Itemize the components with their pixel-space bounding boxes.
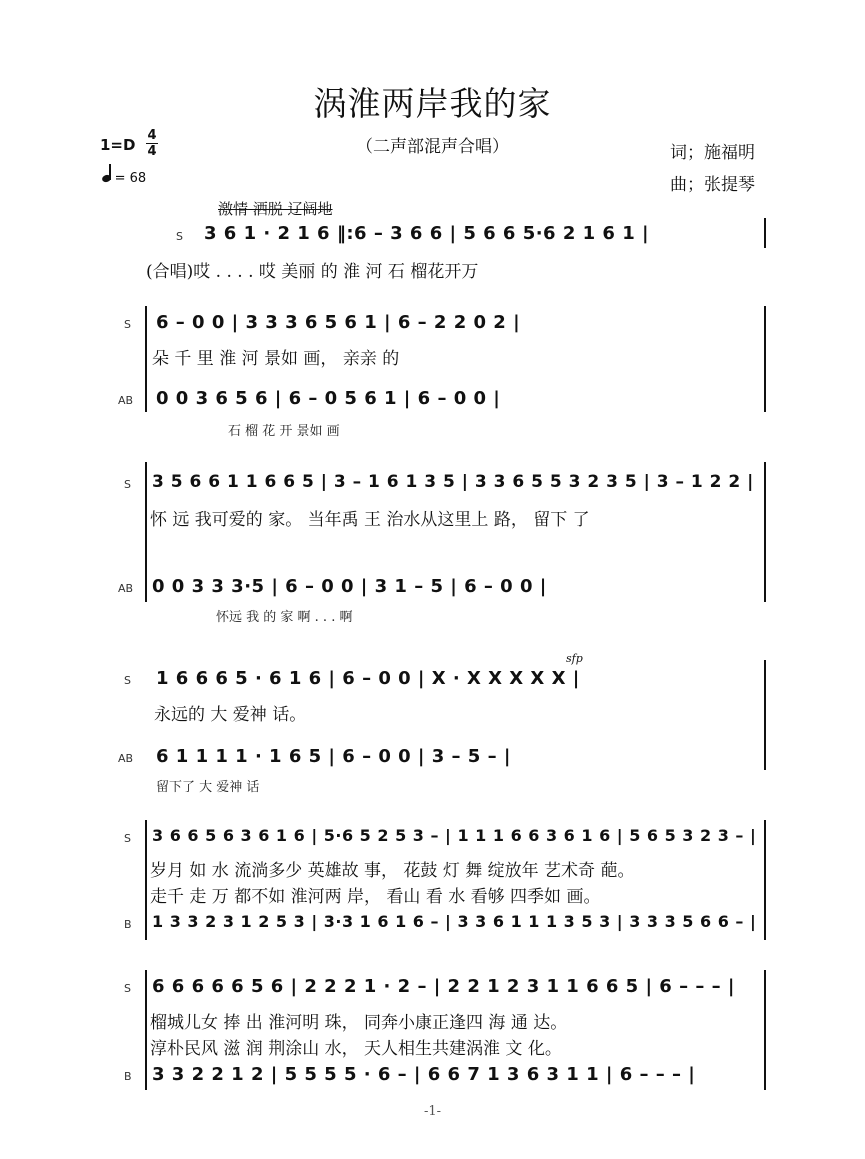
notation-line: 1 6 6 6 5 · 6 1 6 | 6 – 0 0 | X · X X X X X | [156, 668, 580, 689]
lyric-line: 留下了 大 爱神 话 [156, 780, 260, 795]
part-label: B [124, 1070, 132, 1083]
composer-credit: 曲；张提琴 [670, 175, 755, 195]
system-brace-line [145, 306, 147, 412]
lyric-line: 怀 远 我可爱的 家。 当年禹 王 治水从这里上 路， 留下 了 [150, 510, 590, 530]
barline [764, 306, 766, 412]
barline [764, 660, 766, 770]
page-number: -1- [423, 1104, 442, 1119]
page-subtitle: （二声部混声合唱） [356, 137, 509, 157]
notation-line: 0 0 3 3 3·5 | 6 – 0 0 | 3 1 – 5 | 6 – 0 0 | [152, 576, 547, 597]
quarter-note-stem [109, 164, 111, 180]
lyric-line: 榴城儿女 捧 出 淮河明 珠， 同奔小康正逢四 海 通 达。 [150, 1013, 568, 1033]
notation-line: 3 6 1 · 2 1 6 ‖:6 – 3 6 6 | 5 6 6 5·6 2 1 6 1 | [204, 223, 650, 244]
notation-line: 6 6 6 6 6 5 6 | 2 2 2 1 · 2 – | 2 2 1 2 3 1 1 6 6 5 | 6 – – – | [152, 976, 735, 997]
part-label: S [124, 832, 131, 845]
notation-line: 3 3 2 2 1 2 | 5 5 5 5 · 6 – | 6 6 7 1 3 6 3 1 1 | 6 – – – | [152, 1064, 696, 1085]
notation-line: 1 3 3 2 3 1 2 5 3 | 3·3 1 6 1 6 – | 3 3 6 1 1 1 3 5 3 | 3 3 3 5 6 6 – | [152, 912, 757, 931]
lyricist-credit: 词；施福明 [670, 143, 755, 163]
time-signature [146, 129, 158, 158]
part-label: B [124, 918, 132, 931]
lyric-line: 怀远 我 的 家 啊 . . . 啊 [216, 610, 353, 625]
tempo-marking [102, 170, 146, 186]
barline [764, 970, 766, 1090]
key-signature: 1=D [100, 136, 136, 154]
part-label: S [124, 982, 131, 995]
part-label: AB [118, 582, 134, 595]
system-brace-line [145, 462, 147, 602]
part-label: AB [118, 752, 134, 765]
page-title: 涡淮两岸我的家 [313, 84, 552, 123]
notation-line: 3 5 6 6 1 1 6 6 5 | 3 – 1 6 1 3 5 | 3 3 6 5 5 3 2 3 5 | 3 – 1 2 2 | [152, 472, 754, 492]
notation-line: 0 0 3 6 5 6 | 6 – 0 5 6 1 | 6 – 0 0 | [156, 388, 501, 409]
lyric-line: 永远的 大 爱神 话。 [154, 705, 307, 725]
time-signature-bottom: 4 [147, 144, 157, 159]
barline [764, 462, 766, 602]
tempo-value: = 68 [114, 171, 147, 186]
lyric-line: (合唱)哎 . . . . 哎 美丽 的 淮 河 石 榴花开万 [146, 262, 479, 282]
expression-marking: 激情 洒脱 辽阔地 [218, 200, 333, 218]
notation-line: 3 6 6 5 6 3 6 1 6 | 5·6 5 2 5 3 – | 1 1 1 6 6 3 6 1 6 | 5 6 5 3 2 3 – | [152, 826, 757, 845]
notation-line: 6 1 1 1 1 · 1 6 5 | 6 – 0 0 | 3 – 5 – | [156, 746, 511, 767]
lyric-line: 石 榴 花 开 景如 画 [228, 424, 340, 439]
time-signature-top: 4 [147, 128, 157, 143]
barline [764, 820, 766, 940]
lyric-line-2: 淳朴民风 滋 润 荆涂山 水， 天人相生共建涡淮 文 化。 [150, 1039, 562, 1059]
system-brace-line [145, 970, 147, 1090]
system-brace-line [145, 820, 147, 940]
lyric-line-2: 走千 走 万 都不如 淮河两 岸， 看山 看 水 看够 四季如 画。 [150, 887, 601, 907]
part-label: S [176, 230, 183, 243]
lyric-line: 岁月 如 水 流淌多少 英雄故 事， 花鼓 灯 舞 绽放年 艺术奇 葩。 [150, 861, 635, 881]
part-label: S [124, 478, 131, 491]
sfp-dynamic: sfp [566, 652, 583, 665]
part-label: AB [118, 394, 134, 407]
lyric-line: 朵 千 里 淮 河 景如 画， 亲亲 的 [152, 349, 400, 369]
part-label: S [124, 318, 131, 331]
notation-line: 6 – 0 0 | 3 3 3 6 5 6 1 | 6 – 2 2 0 2 | [156, 312, 521, 333]
part-label: S [124, 674, 131, 687]
barline [764, 218, 766, 248]
